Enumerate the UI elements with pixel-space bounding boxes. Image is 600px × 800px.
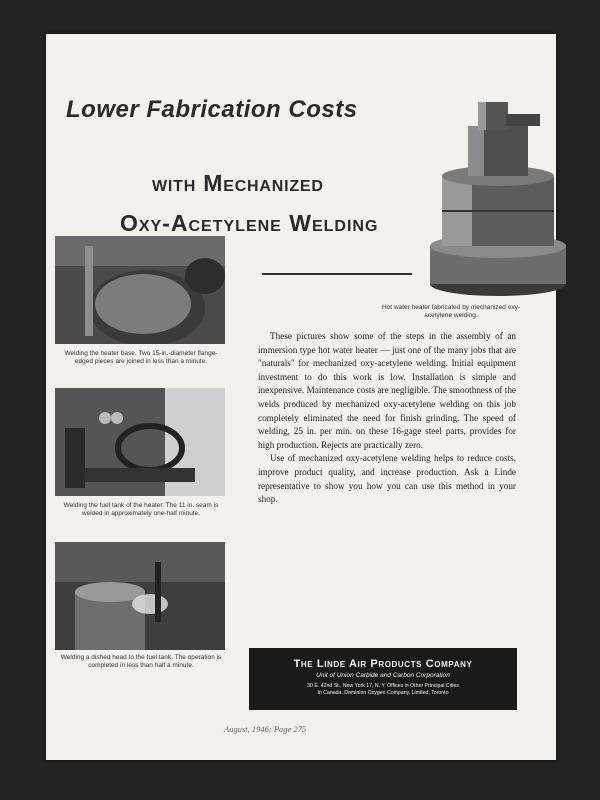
company-canada: In Canada: Dominion Oxygen Company, Limited, Toronto xyxy=(317,690,449,696)
water-heater-image xyxy=(418,96,578,298)
photo-fuel-tank xyxy=(55,388,225,496)
headline-line-1: Lower Fabrication Costs xyxy=(66,96,358,123)
company-subsidiary: Unit of Union Carbide and Carbon Corporation xyxy=(316,672,450,679)
body-copy xyxy=(258,330,516,507)
photo-caption-1: Welding the heater base. Two 15-in.-diameter flange-edged pieces are joined in less than a minute. xyxy=(64,350,218,365)
headline-line-2: with Mechanized xyxy=(152,170,324,196)
magazine-page xyxy=(46,34,556,760)
photo-caption-2: Welding the fuel tank of the heater. The 11 in. seam is welded in approximately one-half minute. xyxy=(63,502,219,517)
heater-caption: Hot water heater fabricated by mechanized oxy-acetylene welding. xyxy=(381,304,520,319)
photo-heater-base xyxy=(55,236,225,344)
body-paragraph-2: Use of mechanized oxy-acetylene welding helps to reduce costs, improve product quality, and increase production. Ask a Linde representative to show you how you can use this method in your shop. xyxy=(258,453,516,505)
headline-rule xyxy=(262,273,412,275)
company-name: The Linde Air Products Company xyxy=(293,658,473,670)
company-signature-box xyxy=(249,648,517,710)
body-paragraph-1: These pictures show some of the steps in the assembly of an immersion type hot water heater — just one of the many jobs that are "naturals" for mechanized oxy-acetylene welding. Initial equipment investment to do this work is low. Installation is simple and inexpensive. Maintenance costs are negligible. The smoothness of the welds produced by mechanized oxy-acetylene welding on this job completely eliminated the need for finish grinding. The speed of welding, 25 in. per min. on these 16-gage steel parts, provides for high production. Rejects are practically zero. xyxy=(258,331,516,450)
headline-line-3: Oxy-Acetylene Welding xyxy=(120,210,379,236)
page-footer: August, 1946; Page 275 xyxy=(224,724,307,734)
photo-caption-3: Welding a dished head to the fuel tank. The operation is completed in less than half a minute. xyxy=(60,654,222,669)
photo-dished-head xyxy=(55,542,225,650)
company-address: 30 E. 42nd St., New York 17, N. Y. Offices in Other Principal Cities xyxy=(307,683,459,689)
